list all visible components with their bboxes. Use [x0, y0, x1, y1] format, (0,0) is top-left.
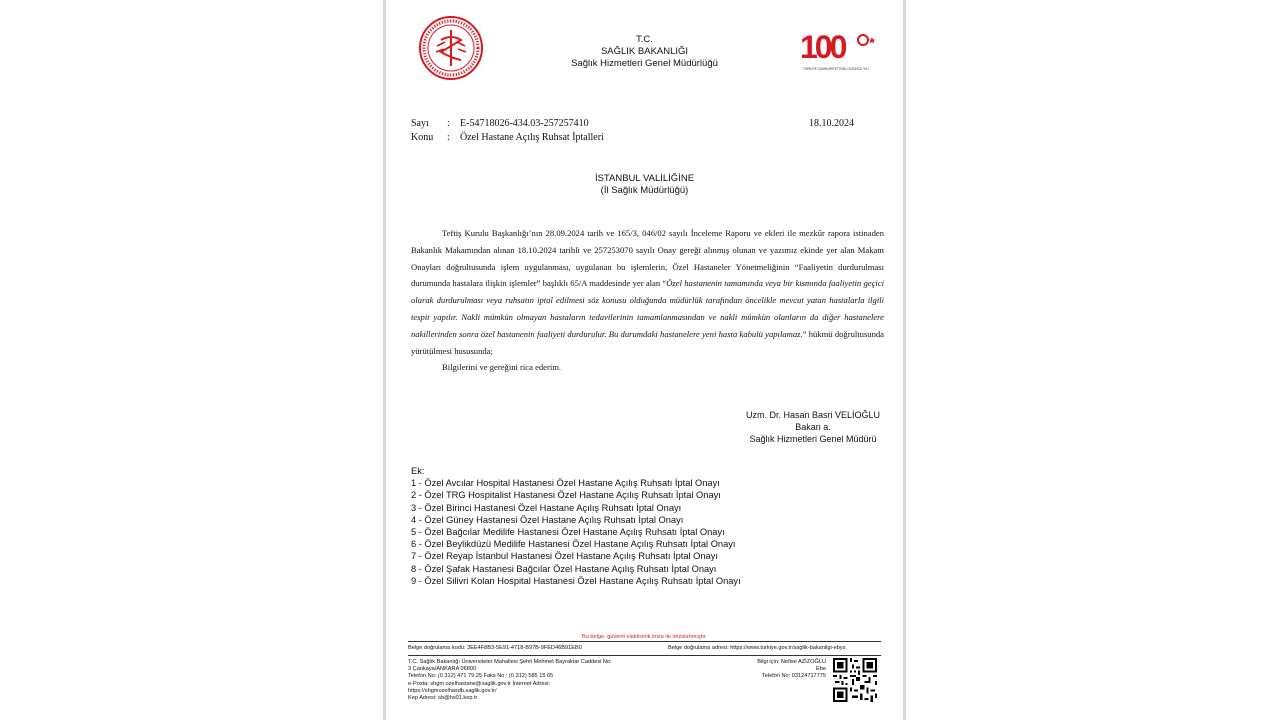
- header-directorate: Sağlık Hizmetleri Genel Müdürlüğü: [571, 58, 718, 69]
- konu-value: Özel Hastane Açılış Ruhsat İptalleri: [460, 132, 604, 143]
- attachments-list: [411, 465, 741, 587]
- address-line: e-Posta: shgm.ozelhastane@saglik.gov.tr İnternet Adresi:: [408, 680, 551, 687]
- address-line: https://shgmozelhasdb.saglik.gov.tr/: [408, 687, 497, 694]
- attachment-item: 8 - Özel Şafak Hastanesi Bağcılar Özel Hastane Açılış Ruhsatı İptal Onayı: [411, 563, 717, 574]
- info-line: Ebe: [816, 666, 826, 673]
- address-line: 3 Çankaya/ANKARA 06800: [408, 666, 477, 673]
- attachment-item: 5 - Özel Bağcılar Medilife Hastanesi Özel Hastane Açılış Ruhsatı İptal Onayı: [411, 527, 725, 538]
- attachment-item: 6 - Özel Beylikdüzü Medilife Hastanesi Özel Hastane Açılış Ruhsatı İptal Onayı: [411, 539, 736, 550]
- attachments-label: Ek:: [411, 466, 425, 476]
- addressee: [386, 173, 903, 197]
- address-line: Kep Adresi: sb@hs01.kep.tr: [408, 695, 478, 702]
- attachment-item: 9 - Özel Silivri Kolan Hospital Hastanesi Özel Hastane Açılış Ruhsatı İptal Onayı: [411, 575, 741, 586]
- document-date: 18.10.2024: [809, 118, 854, 129]
- signature-block: [728, 409, 898, 445]
- qr-code-icon: [833, 658, 877, 702]
- attachment-item: 4 - Özel Güney Hastanesi Özel Hastane Açılış Ruhsatı İptal Onayı: [411, 514, 684, 525]
- konu-colon: :: [447, 132, 450, 143]
- addressee-line1: İSTANBUL VALİLİĞİNE: [594, 173, 695, 184]
- attachment-item: 3 - Özel Birinci Hastanesi Özel Hastane Açılış Ruhsatı İptal Onayı: [411, 502, 682, 513]
- verify-code: Belge doğrulama kodu: 3EE4F8B3-5E91-4718-B97B-9FED46B91EB0: [408, 645, 582, 651]
- addressee-line2: (İl Sağlık Müdürlüğü): [600, 185, 689, 196]
- body-paragraph-1: [411, 225, 884, 359]
- info-line: Bilgi için: Nefise AZİZOĞLU: [757, 659, 826, 665]
- footer-divider: [408, 641, 881, 642]
- contact-info: [716, 659, 826, 681]
- attachment-item: 2 - Özel TRG Hospitalist Hastanesi Özel Hastane Açılış Ruhsatı İptal Onayı: [411, 490, 721, 501]
- info-line: Telefon No: 03124717775: [761, 673, 826, 680]
- header-ministry: SAĞLIK BAKANLIĞI: [600, 46, 689, 57]
- body-p1-start: Teftiş Kurulu Başkanlığı’nın 28.09.2024 tarih ve 165/3, 046/02 sayılı İnceleme Raporu ve ekleri ile mezkûr rapora istinaden Bakanlık Makamından alınan 18.10.2024 tarihli ve 257253070 sayılı Onay gereği alınmış olunan ve yazımız ekinde yer alan Makam Onayları doğrultusunda işlem uygulanması, uygulanan bu işlemlerin, Özel Hastaneler Yönetmeliğinin “Faaliyetin durdurulması durumunda hastalara ilişkin işlemler” başlıklı 65/A maddesinde yer alan “: [411, 228, 884, 289]
- signer-line2: Bakan a.: [795, 422, 831, 432]
- sayi-label: Sayı: [411, 118, 429, 129]
- ministry-address: [408, 659, 688, 702]
- logo-caption: TÜRKİYE CUMHURİYETİ'NİN YÜZÜNCÜ YILI: [803, 67, 869, 71]
- logo-text: 100: [800, 29, 845, 65]
- address-line: Telefon No: (0 312) 471 79 25 Faks No : (0 312) 585 15 65: [408, 673, 554, 680]
- attachment-item: 7 - Özel Reyap İstanbul Hastanesi Özel Hastane Açılış Ruhsatı İptal Onayı: [411, 551, 718, 562]
- esign-note: Bu belge, güvenli elektronik imza ile imzalanmıştır.: [582, 634, 707, 640]
- sayi-colon: :: [447, 118, 450, 129]
- konu-label: Konu: [411, 132, 434, 143]
- body-p1-quote: Özel hastanenin tamamında veya bir kısmında faaliyetin geçici olarak durdurulması veya ruhsatın iptal edilmesi söz konusu olduğunda müdürlük tarafından öncelikle mevcut yatan hastalarla ilgili tespit yapılır. Nakli mümkün olmayan hastaların tedavilerinin tamamlanmasından ve nakli mümkün olanların da diğer hastanelere nakillerinden sonra özel hastanenin faaliyeti durdurulur. Bu durumdaki hastanelere yeni hasta kabulü yapılamaz.: [411, 278, 884, 339]
- meta-konu: [411, 132, 604, 143]
- address-line: T.C. Sağlık Bakanlığı Üniversiteler Mahallesi Şehit Mehmet Bayraktar Caddesi No:: [408, 659, 612, 665]
- signer-title: Sağlık Hizmetleri Genel Müdürü: [749, 434, 877, 444]
- body-paragraph-2: Bilgilerini ve gereğini rica ederim.: [442, 362, 562, 373]
- letter-body: [411, 225, 884, 376]
- centenary-logo-icon: [800, 28, 880, 74]
- attachment-item: 1 - Özel Avcılar Hospital Hastanesi Özel Hastane Açılış Ruhsatı İptal Onayı: [411, 478, 720, 489]
- meta-sayi: [411, 118, 589, 129]
- body-p1-end: ” hükmü doğrultusunda yürütülmesi hususunda;: [411, 328, 884, 356]
- header-line-tc: T.C.: [636, 34, 653, 45]
- footer-divider-2: [408, 655, 881, 656]
- sayi-value: E-54718026-434.03-257257410: [460, 118, 589, 129]
- verify-address: Belge doğrulama adresi: https://www.turkiye.gov.tr/saglik-bakanligi-ebys: [668, 645, 846, 651]
- signer-name: Uzm. Dr. Hasan Basri VELİOĞLU: [745, 410, 881, 420]
- document-page: [383, 0, 906, 720]
